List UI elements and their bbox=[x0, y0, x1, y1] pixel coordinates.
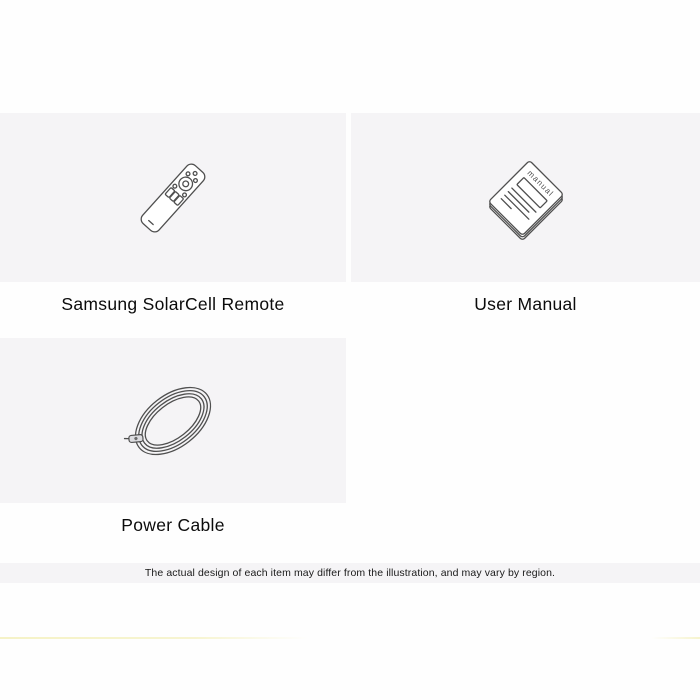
remote-control-icon bbox=[113, 133, 233, 263]
disclaimer-bar bbox=[0, 563, 700, 583]
cable-label: Power Cable bbox=[121, 515, 225, 535]
user-manual-icon bbox=[466, 143, 586, 253]
power-cable-icon bbox=[113, 371, 233, 471]
remote-label: Samsung SolarCell Remote bbox=[61, 294, 285, 314]
manual-illustration-panel bbox=[351, 113, 700, 282]
remote-illustration-panel bbox=[0, 113, 346, 282]
manual-label: User Manual bbox=[474, 294, 577, 314]
manual-cover-text: manual bbox=[524, 167, 556, 199]
disclaimer-text: The actual design of each item may differ from the illustration, and may vary by region. bbox=[144, 567, 556, 579]
cable-illustration-panel bbox=[0, 338, 346, 503]
artifact-line bbox=[0, 637, 700, 639]
